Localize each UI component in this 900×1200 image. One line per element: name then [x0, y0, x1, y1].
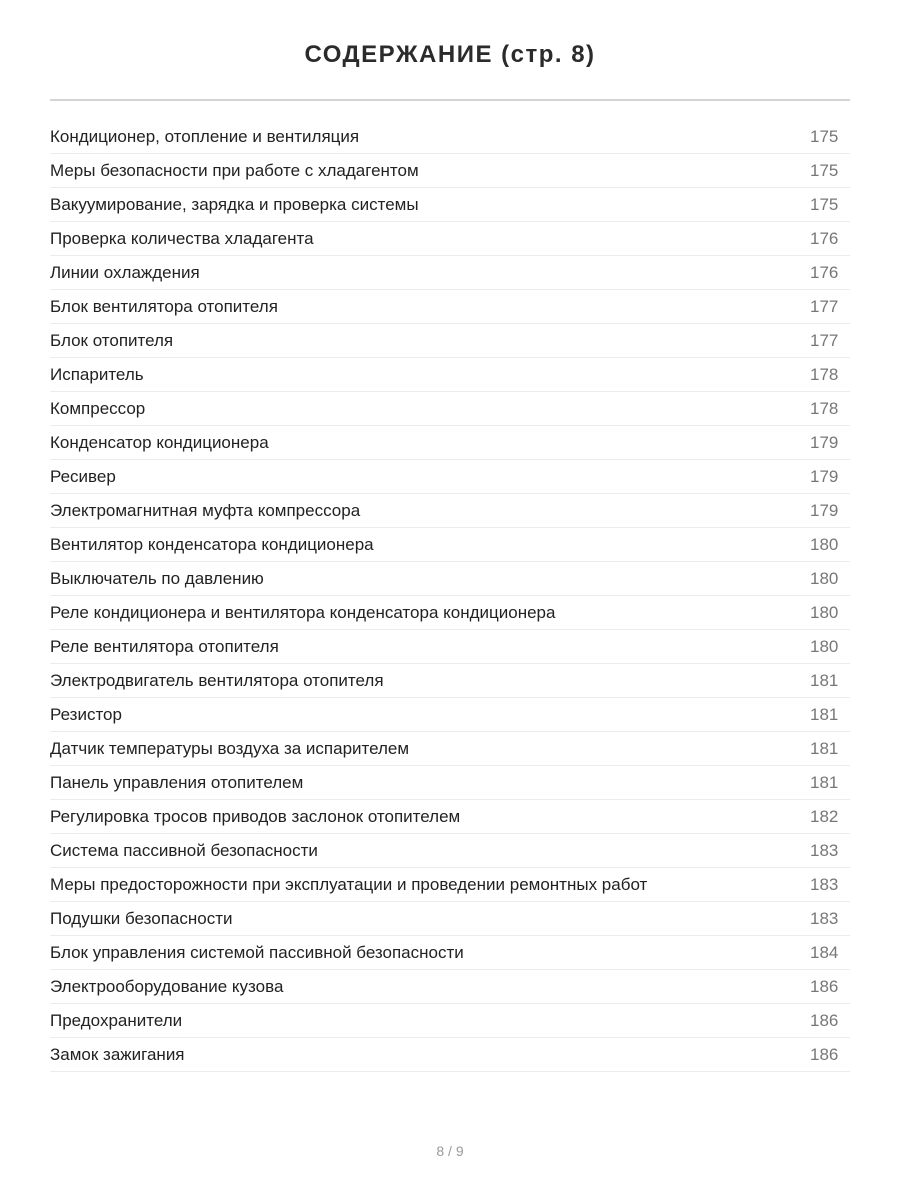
toc-entry-page[interactable]: 175 [810, 194, 839, 214]
toc-entry[interactable] [50, 902, 850, 936]
toc-entry-page[interactable]: 179 [810, 500, 839, 520]
toc-entry-page[interactable]: 183 [810, 874, 839, 894]
toc-entry-page[interactable]: 180 [810, 636, 839, 656]
toc-entry[interactable] [50, 800, 850, 834]
toc-entry[interactable] [50, 290, 850, 324]
toc-entry[interactable] [50, 868, 850, 902]
toc-entry[interactable] [50, 766, 850, 800]
toc-entry-page[interactable]: 179 [810, 432, 839, 452]
toc-entry-title[interactable]: Меры предосторожности при эксплуатации и проведении ремонтных работ [50, 874, 648, 894]
toc-entry-title[interactable]: Панель управления отопителем [50, 772, 304, 792]
page-title: СОДЕРЖАНИЕ (стр. 8) [304, 41, 596, 68]
toc-entry[interactable] [50, 154, 850, 188]
toc-entry-title[interactable]: Вакуумирование, зарядка и проверка системы [50, 194, 419, 214]
toc-entry-title[interactable]: Реле кондиционера и вентилятора конденсатора кондиционера [50, 602, 556, 622]
toc-entry-page[interactable]: 175 [810, 160, 839, 180]
toc-entry[interactable] [50, 120, 850, 154]
toc-entry-page[interactable]: 178 [810, 398, 839, 418]
toc-entry-title[interactable]: Электромагнитная муфта компрессора [50, 500, 361, 520]
toc-entry[interactable] [50, 630, 850, 664]
toc-entry-title[interactable]: Линии охлаждения [50, 262, 200, 282]
toc-entry-page[interactable]: 177 [810, 330, 839, 350]
toc-entry-page[interactable]: 181 [810, 670, 839, 690]
toc-entry-title[interactable]: Резистор [50, 704, 122, 724]
toc-entry[interactable] [50, 426, 850, 460]
toc-entry-page[interactable]: 186 [810, 976, 839, 996]
toc-entry[interactable] [50, 562, 850, 596]
toc-entry-title[interactable]: Электродвигатель вентилятора отопителя [50, 670, 384, 690]
toc-entry-page[interactable]: 182 [810, 806, 839, 826]
toc-entry-title[interactable]: Реле вентилятора отопителя [50, 636, 279, 656]
table-of-contents [50, 120, 850, 1072]
toc-entry-title[interactable]: Предохранители [50, 1010, 183, 1030]
toc-entry[interactable] [50, 698, 850, 732]
toc-entry[interactable] [50, 358, 850, 392]
toc-entry[interactable] [50, 1038, 850, 1072]
toc-entry-page[interactable]: 183 [810, 908, 839, 928]
toc-entry-title[interactable]: Блок отопителя [50, 330, 174, 350]
toc-entry-title[interactable]: Замок зажигания [50, 1044, 185, 1064]
toc-entry[interactable] [50, 970, 850, 1004]
toc-entry-page[interactable]: 179 [810, 466, 839, 486]
toc-entry-page[interactable]: 178 [810, 364, 839, 384]
toc-entry-title[interactable]: Вентилятор конденсатора кондиционера [50, 534, 374, 554]
toc-entry[interactable] [50, 188, 850, 222]
toc-entry-page[interactable]: 186 [810, 1044, 839, 1064]
toc-entry-page[interactable]: 181 [810, 772, 839, 792]
toc-entry-page[interactable]: 183 [810, 840, 839, 860]
toc-entry-page[interactable]: 181 [810, 738, 839, 758]
toc-entry-page[interactable]: 180 [810, 534, 839, 554]
toc-entry-title[interactable]: Кондиционер, отопление и вентиляция [50, 126, 360, 146]
toc-entry[interactable] [50, 460, 850, 494]
toc-entry-title[interactable]: Датчик температуры воздуха за испарителем [50, 738, 410, 758]
toc-entry[interactable] [50, 732, 850, 766]
toc-entry-title[interactable]: Меры безопасности при работе с хладагентом [50, 160, 419, 180]
toc-entry-title[interactable]: Ресивер [50, 466, 116, 486]
toc-entry-page[interactable]: 180 [810, 602, 839, 622]
toc-entry-page[interactable]: 175 [810, 126, 839, 146]
toc-entry-title[interactable]: Проверка количества хладагента [50, 228, 314, 248]
toc-entry[interactable] [50, 834, 850, 868]
toc-entry-title[interactable]: Подушки безопасности [50, 908, 233, 928]
toc-entry[interactable] [50, 596, 850, 630]
toc-entry-page[interactable]: 180 [810, 568, 839, 588]
toc-entry-page[interactable]: 181 [810, 704, 839, 724]
toc-entry-page[interactable]: 177 [810, 296, 839, 316]
toc-entry-title[interactable]: Электрооборудование кузова [50, 976, 284, 996]
title-divider [50, 99, 850, 101]
toc-entry[interactable] [50, 528, 850, 562]
toc-entry-title[interactable]: Выключатель по давлению [50, 568, 264, 588]
toc-entry[interactable] [50, 936, 850, 970]
toc-entry-page[interactable]: 176 [810, 228, 839, 248]
toc-entry-title[interactable]: Система пассивной безопасности [50, 840, 318, 860]
toc-entry-title[interactable]: Компрессор [50, 398, 146, 418]
toc-entry[interactable] [50, 392, 850, 426]
toc-entry[interactable] [50, 256, 850, 290]
toc-entry[interactable] [50, 324, 850, 358]
toc-entry-title[interactable]: Конденсатор кондиционера [50, 432, 269, 452]
toc-entry-page[interactable]: 184 [810, 942, 839, 962]
toc-entry[interactable] [50, 222, 850, 256]
toc-entry-page[interactable]: 176 [810, 262, 839, 282]
toc-entry-title[interactable]: Блок управления системой пассивной безопасности [50, 942, 464, 962]
toc-entry-title[interactable]: Регулировка тросов приводов заслонок отопителем [50, 806, 461, 826]
toc-entry[interactable] [50, 494, 850, 528]
toc-entry[interactable] [50, 1004, 850, 1038]
toc-entry-page[interactable]: 186 [810, 1010, 839, 1030]
toc-entry-title[interactable]: Испаритель [50, 364, 144, 384]
toc-entry-title[interactable]: Блок вентилятора отопителя [50, 296, 278, 316]
page-number: 8 / 9 [436, 1143, 464, 1159]
toc-entry[interactable] [50, 664, 850, 698]
